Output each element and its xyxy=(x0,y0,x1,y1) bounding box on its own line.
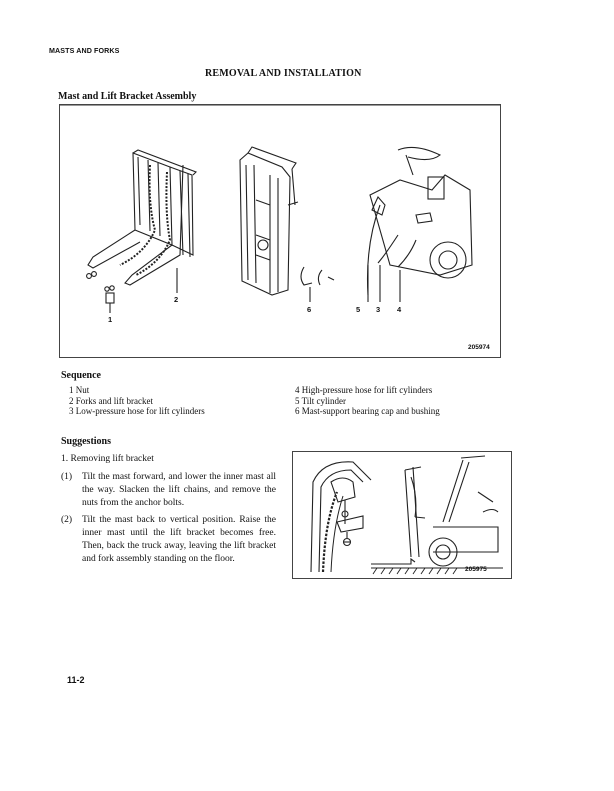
page-title: REMOVAL AND INSTALLATION xyxy=(205,68,362,79)
sequence-list-left xyxy=(69,385,205,417)
step-number: (1) xyxy=(61,472,73,482)
mast-drawing xyxy=(240,147,334,302)
removal-figure xyxy=(292,451,512,579)
fork-bracket-drawing xyxy=(87,150,196,313)
sequence-item: 3 Low-pressure hose for lift cylinders xyxy=(69,406,205,416)
section-header: MASTS AND FORKS xyxy=(49,46,120,55)
suggestions-title: Suggestions xyxy=(61,436,112,447)
sequence-item: 5 Tilt cylinder xyxy=(295,395,347,406)
sequence-list-right xyxy=(295,385,440,417)
sequence-item: 4 High-pressure hose for lift cylinders xyxy=(295,385,433,395)
sequence-item: 2 Forks and lift bracket xyxy=(69,395,153,406)
callout-2: 2 xyxy=(174,295,179,304)
callout-1: 1 xyxy=(108,315,113,324)
figure-title: Mast and Lift Bracket Assembly xyxy=(58,91,197,102)
step-1 xyxy=(61,471,276,510)
callout-4: 4 xyxy=(397,305,402,314)
suggestions-subheading: 1. Removing lift bracket xyxy=(61,454,154,464)
step-text: Tilt the mast back to vertical position. Raise the inner mast until the lift bracket becomes free. Then, back the truck away, leaving the lift bracket and fork assembly standing on the floor. xyxy=(82,515,276,564)
assembly-figure xyxy=(59,104,501,358)
sequence-item: 6 Mast-support bearing cap and bushing xyxy=(295,406,440,416)
truck-side-drawing xyxy=(371,456,503,574)
sequence-title: Sequence xyxy=(61,370,101,381)
page-number: 11-2 xyxy=(67,675,85,685)
truck-drawing xyxy=(368,147,473,302)
callout-6: 6 xyxy=(307,305,312,314)
figure-id: 205975 xyxy=(465,566,487,573)
sequence-item: 1 Nut xyxy=(69,385,90,395)
chain-detail-drawing xyxy=(311,462,371,572)
figure-id: 205974 xyxy=(468,344,490,351)
callout-5: 5 xyxy=(356,305,361,314)
step-2 xyxy=(61,514,276,566)
step-text: Tilt the mast forward, and lower the inner mast all the way. Slacken the lift chains, and remove the nuts from the anchor bolts. xyxy=(82,472,276,508)
callout-3: 3 xyxy=(376,305,381,314)
step-number: (2) xyxy=(61,515,73,525)
